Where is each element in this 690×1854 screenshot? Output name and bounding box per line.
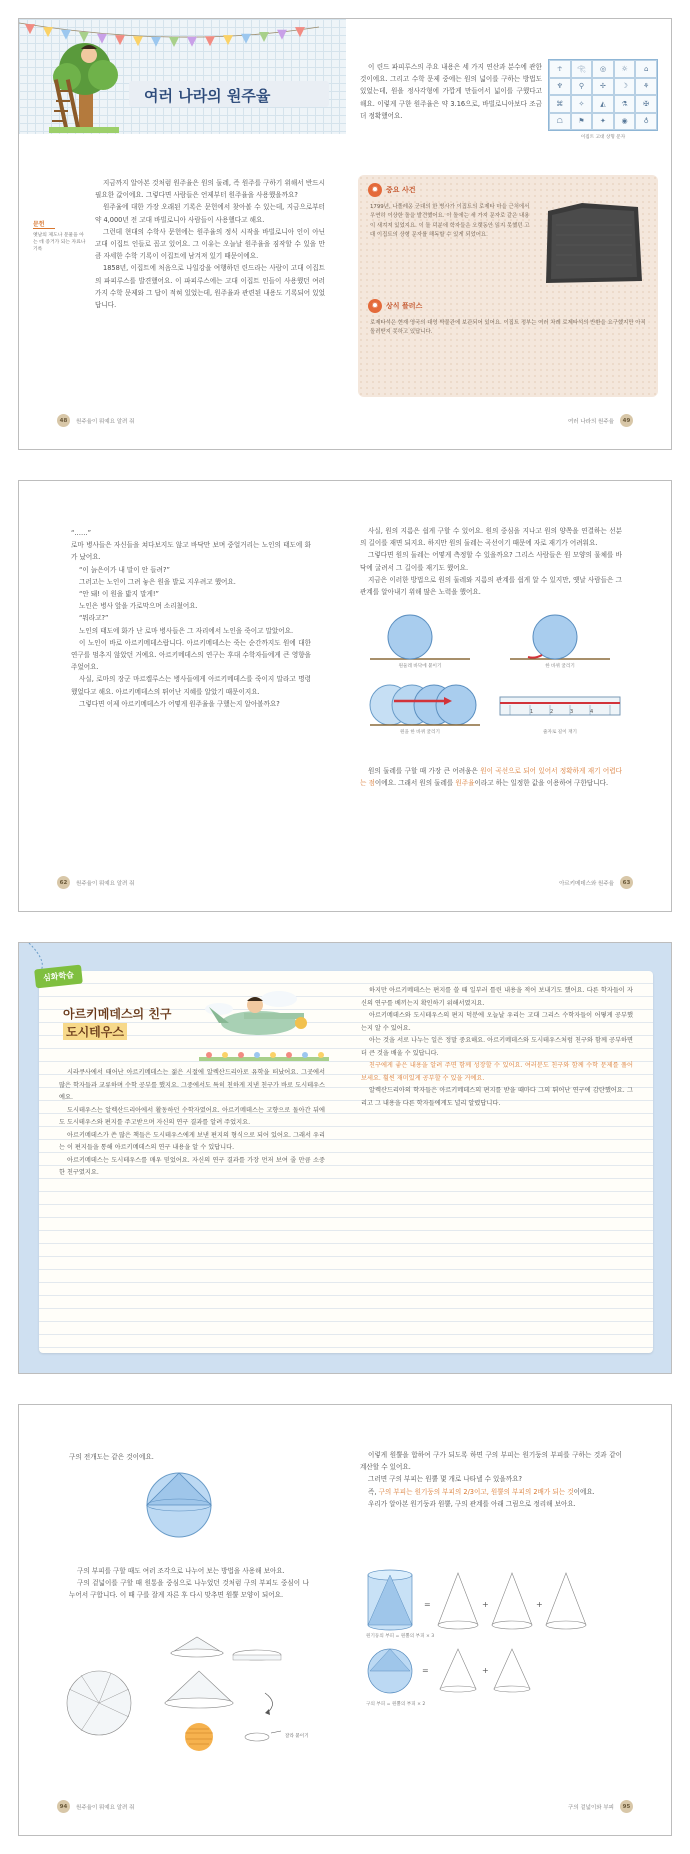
bunting-flag [25, 24, 35, 34]
sun-icon: ✹ [368, 183, 382, 197]
right-body-text [360, 525, 622, 598]
bunting-flag [241, 34, 251, 44]
footer-text: 원주율이 뭐예요 알려 줘 [76, 1804, 135, 1811]
page-number: 48 [57, 414, 70, 427]
text-span: 이라고 하는 일정한 값을 이용하여 구한답니다. [474, 779, 609, 788]
equals-sign: = [422, 1666, 429, 1675]
gloss-text: 옛날의 제도나 문물을 아는 데 증거가 되는 자료나 기록 [33, 233, 86, 252]
info-box [358, 175, 658, 397]
paragraph: 그렇다면 원의 둘레는 어떻게 측정할 수 있을까요? 그리스 사람들은 원 모양의 물체를 바닥에 굴려서 그 길이를 재기도 했어요. [360, 551, 622, 572]
airplane-pilot-illustration-icon [189, 979, 339, 1049]
bunting-flag [277, 30, 287, 40]
bunting-flag [151, 37, 161, 47]
flower-row-icon [199, 1047, 329, 1063]
footer-left [57, 414, 134, 427]
hieroglyph-cell: ✦ [592, 113, 614, 131]
paragraph: 하지만 아르키메데스는 편지를 쓸 때 일부러 틀린 내용을 적어 보내기도 했어요. 다른 학자들이 자신의 연구를 베끼는지 확인하기 위해서였지요. [361, 987, 633, 1007]
paragraph: 로마 병사들은 자신들을 쳐다보지도 않고 바닥만 보며 중얼거리는 노인의 태도에 화가 났어요. [71, 541, 311, 562]
footer-text: 여러 나라의 원주율 [567, 418, 614, 425]
page-95 [346, 1405, 672, 1835]
text-span: 즉, [368, 1487, 379, 1496]
paragraph: 구의 부피를 구할 때도 여러 조각으로 나누어 보는 방법을 사용해 보아요. [77, 1567, 285, 1575]
page-63 [346, 481, 672, 911]
ruler-mark: 3 [570, 709, 574, 715]
hieroglyph-cell: ⚘ [635, 78, 657, 96]
hieroglyph-cell: ◭ [592, 95, 614, 113]
paragraph: 지금은 이러한 방법으로 원의 둘레와 지름의 관계를 쉽게 알 수 있지만, 옛날 사람들은 그 관계를 알아내기 위해 많은 노력을 했어요. [360, 575, 622, 597]
paragraph: “뭐라고?” [79, 614, 109, 623]
formula-caption: 원기둥의 부피 = 원뿔의 부피 × 3 [366, 1634, 435, 1639]
hieroglyph-cell: ♆ [549, 78, 571, 96]
ruler-mark: 2 [550, 709, 554, 715]
page-number: 95 [620, 1800, 633, 1813]
bunting-flag [43, 27, 53, 37]
spread-4 [18, 1404, 672, 1836]
quote-text: 친구에게 좋은 내용을 알려 주면 함께 성장할 수 있어요. 여러분도 친구와 함께 수학 문제를 풀어 보세요. 훨씬 재미있게 공부할 수 있을 거예요. [361, 1062, 633, 1082]
hieroglyph-cell: ⚑ [571, 113, 593, 131]
paragraph: 그런데 현대의 수학사 문헌에는 원주율의 정식 시작을 바빌로니아 인이 아닌 고대 이집트 인들로 꼽고 있어요. 그 이유는 오늘날 원주율을 짐작할 수 있을 만큼 자세한 수학 기록이 이집트에 남겨져 있기 때문이에요. [95, 227, 325, 261]
right-body-text [360, 61, 542, 122]
paragraph: 이 노인이 바로 아르키메데스랍니다. 아르키메데스는 죽는 순간까지도 원에 대한 연구를 멈추지 않았던 거예요. 아르키메데스의 연구는 후대 수학자들에게 큰 영향을 주었어요. [71, 638, 311, 672]
slices-label: 잘라 붙이기 [285, 1734, 309, 1739]
hieroglyph-cell: ✧ [571, 95, 593, 113]
text-span: 이에요. [573, 1487, 595, 1496]
sphere-cone-figure-icon [139, 1469, 219, 1539]
bunting-flag [295, 27, 305, 37]
highlight-text: 구의 부피는 원기둥의 부피의 2/3이고, 원뿔의 부피의 2배가 되는 것 [378, 1487, 574, 1496]
paragraph: 아르키메데스와 도시테우스의 편지 덕분에 오늘날 우리는 고대 그리스 수학자들이 어떻게 공부했는지 알 수 있어요. [361, 1012, 633, 1032]
bunting-flag [133, 36, 143, 46]
paragraph: 원주율에 대한 가장 오래된 기록은 문헌에서 찾아볼 수 있는데, 지금으로부터 약 4,000년 전 고대 바빌로니아 사람들이 사용했다고 해요. [95, 203, 325, 224]
title-line-1: 아르키메데스의 친구 [63, 1007, 172, 1021]
box2-header [368, 299, 422, 313]
hieroglyph-cell: ◎ [592, 60, 614, 78]
spread-1 [18, 18, 672, 450]
box1-title: 중요 사건 [386, 186, 416, 194]
footer-text: 구의 겉넓이와 부피 [567, 1804, 614, 1811]
hieroglyph-cell: ☽ [614, 78, 636, 96]
hieroglyph-cell: ♁ [635, 113, 657, 131]
page-94 [19, 1405, 346, 1835]
footer-right [559, 876, 633, 889]
spread-2 [18, 480, 672, 912]
left-body-text [59, 1067, 325, 1180]
hieroglyph-cell: ✢ [592, 78, 614, 96]
page-number: 49 [620, 414, 633, 427]
paragraph: 도시테우스는 알렉산드리아에서 활동하던 수학자였어요. 아르키메데스는 고향으로 돌아간 뒤에도 도시테우스와 편지를 주고받으며 자신의 연구 결과를 알려 주었지요. [59, 1106, 325, 1126]
highlight-text: 원이 곡선으로 되어 있어서 정확하게 재기 어렵다는 점 [360, 767, 623, 788]
gloss-note [33, 219, 87, 253]
hieroglyph-cell: ⌂ [635, 60, 657, 78]
hieroglyph-cell: ⚗ [614, 95, 636, 113]
hieroglyph-grid-icon [548, 59, 658, 131]
page-number: 62 [57, 876, 70, 889]
box2-title: 상식 플러스 [386, 302, 423, 310]
paragraph: 그렇다면 이제 아르키메데스가 어떻게 원주율을 구했는지 알아볼까요? [79, 699, 280, 708]
footer-text: 아르키메데스와 원주율 [559, 880, 614, 887]
left-body-text [69, 1565, 309, 1602]
figure-caption: 이집트 고대 상형 문자 [580, 135, 626, 140]
equals-sign: = [424, 1600, 431, 1609]
caption: 원둘레 바닥에 붙이기 [398, 664, 442, 669]
section-tab: 심화학습 [34, 965, 83, 989]
paragraph: 이렇게 원뿔을 합하여 구가 되도록 하면 구의 부피는 원기둥의 부피를 구하는 것과 같이 계산할 수 있어요. [360, 1451, 622, 1472]
bunting-flag [187, 37, 197, 47]
page-number: 63 [620, 876, 633, 889]
footer-right [568, 1800, 633, 1813]
hieroglyph-cell: ☖ [549, 113, 571, 131]
left-body-text [95, 177, 325, 311]
bunting-flag [169, 37, 179, 47]
right-body-text [360, 1449, 622, 1510]
bunting-flag [259, 32, 269, 42]
right-body-text [361, 985, 633, 1110]
highlight-text: 원주율 [455, 779, 475, 788]
page-title: 여러 나라의 원주율 [144, 87, 271, 105]
bunting-flag [205, 36, 215, 46]
ruler-mark: 1 [530, 709, 534, 715]
volume-comparison-figure [360, 1561, 650, 1701]
hieroglyph-cell: ☥ [549, 60, 571, 78]
paragraph: 우리가 알아본 원기둥과 원뿔, 구의 관계를 아래 그림으로 정리해 보아요. [368, 1499, 576, 1508]
paragraph: 노인의 태도에 화가 난 로마 병사들은 그 자리에서 노인을 죽이고 말았어요. [79, 626, 294, 635]
sun-icon: ✹ [368, 299, 382, 313]
box2-text: 로제타석은 현재 영국의 대영 박물관에 보관되어 있어요. 이집트 정부는 여러 차례 로제타석의 반환을 요구했지만 아직 돌려받지 못하고 있답니다. [370, 320, 646, 336]
ruler-mark: 4 [590, 709, 594, 715]
left-intro-text [69, 1451, 309, 1463]
paragraph: 구의 겉넓이를 구할 때 원통을 중심으로 나누었던 것처럼 구의 부피도 중심이 나누어서 구합니다. 이 때 구를 잘게 자른 후 다시 맞추면 원뿔 모양이 되어요. [69, 1579, 309, 1600]
paragraph: 노인은 병사 앞을 가로막으며 소리쳤어요. [79, 602, 198, 611]
paragraph: 그러고는 노인이 그려 놓은 원을 발로 지우려고 했어요. [79, 577, 236, 586]
text-span: 이에요. 그래서 원의 둘레를 [374, 779, 456, 788]
paragraph: 사실, 원의 지름은 쉽게 구할 수 있어요. 원의 중심을 지나고 원의 양쪽을 연결하는 선분의 길이를 재면 되지요. 하지만 원의 둘레는 곡선이기 때문에 자로 재기가 어려워요. [360, 527, 622, 548]
paragraph: “안 돼! 이 원을 밟지 말게!” [79, 590, 159, 599]
spread-3 [18, 942, 672, 1374]
paragraph: “이 늙은이가 내 말이 안 들려?” [79, 565, 170, 574]
plus-sign: + [536, 1600, 543, 1609]
hieroglyph-cell: ⚲ [571, 78, 593, 96]
hieroglyph-cell: ⌘ [549, 95, 571, 113]
plus-sign: + [482, 1666, 489, 1675]
paragraph: 아르키메데스가 쓴 많은 책들은 도시테우스에게 보낸 편지의 형식으로 되어 있어요. 그래서 우리는 이 편지들을 통해 아르키메데스의 연구 내용을 알 수 있답니다. [59, 1131, 325, 1151]
paragraph: 사실, 로마의 장군 마르켈루스는 병사들에게 아르키메데스를 죽이지 말라고 명령했었다고 해요. 아르키메데스의 뛰어난 지혜를 알았기 때문이지요. [71, 675, 311, 696]
gloss-head: 문헌 [33, 219, 55, 229]
formula-caption: 구의 부피 = 원뿔의 부피 × 2 [366, 1702, 426, 1707]
footer-right [568, 414, 633, 427]
hieroglyph-cell: ◉ [614, 113, 636, 131]
right-body-text-2 [360, 765, 622, 789]
hieroglyph-cell: ☼ [614, 60, 636, 78]
page-62 [19, 481, 346, 911]
paragraph: 지금까지 알아본 것처럼 원주율은 원의 둘레, 즉 원주를 구하기 위해서 반드시 필요한 값이에요. 그렇다면 사람들은 언제부터 원주율을 사용했을까요? [95, 179, 325, 200]
paragraph: 구의 전개도는 같은 것이에요. [69, 1453, 154, 1461]
bunting-flag [223, 35, 233, 45]
footer-text: 원주율이 뭐예요 알려 줘 [76, 418, 135, 425]
paragraph: 시라쿠사에서 태어난 아르키메데스는 젊은 시절에 알렉산드리아로 유학을 떠났어요. 그곳에서 많은 학자들과 교류하며 수학 공부를 했지요. 그중에서도 특히 친하게 지낸 친구가 바로 도시테우스예요. [59, 1069, 325, 1101]
page-number: 94 [57, 1800, 70, 1813]
paragraph: 이 린드 파피루스의 주요 내용은 세 가지 연산과 분수에 관한 것이에요. 그리고 수학 문제 중에는 원의 넓이를 구하는 방법도 있었는데, 원을 정사각형에 가깝게 만들어서 넓이를 구했다고 해요. 이렇게 구한 원주율은 약 3.16으로, 바빌로니아보다 조금 더 정확했어요. [360, 63, 542, 120]
text-span: 원의 둘레를 구할 때 가장 큰 어려움은 [368, 767, 481, 775]
title-line-2: 도시테우스 [63, 1023, 127, 1040]
hieroglyph-cell: 𓂀 [571, 60, 593, 78]
rolling-circle-figure [360, 607, 630, 747]
page-49 [346, 19, 672, 449]
paragraph: 아르키메데스는 도시테우스를 매우 믿었어요. 자신의 연구 결과를 가장 먼저 보여 줄 만큼 소중한 친구였지요. [59, 1156, 325, 1176]
left-body-text [71, 527, 311, 710]
box1-text: 1799년, 나폴레옹 군대의 한 병사가 이집트의 로제타 마을 근처에서 우연히 이상한 돌을 발견했어요. 이 돌에는 세 가지 문자로 같은 내용이 새겨져 있었지요. 이 돌 덕분에 학자들은 오랫동안 읽지 못했던 고대 이집트의 상형 문자를 해독할 수 있게 되었어요. [370, 204, 530, 239]
caption: 원을 한 바퀴 굴리기 [400, 730, 440, 735]
paragraph: 1858년, 이집트에 처음으로 나일강을 여행하던 린드라는 사람이 고대 이집트의 파피루스를 발견했어요. 이 파피루스에는 고대 이집트 인들이 사용했던 여러 가지 수학 문제와 그 답이 적혀 있었는데, 원주율과 관련된 내용도 기록되어 있었답니다. [95, 264, 325, 310]
caption: 한 바퀴 굴리기 [545, 664, 575, 669]
paragraph: 그러면 구의 부피는 원뿔 몇 개로 나타낼 수 있을까요? [368, 1475, 523, 1484]
caption: 줄자로 길이 재기 [543, 730, 577, 735]
hieroglyph-cell: ✠ [635, 95, 657, 113]
footer-text: 원주율이 뭐예요 알려 줘 [76, 880, 135, 887]
footer-left [57, 876, 134, 889]
paragraph: 아는 것을 서로 나누는 일은 정말 중요해요. 아르키메데스와 도시테우스처럼 친구와 함께 공부하면 더 큰 것을 배울 수 있답니다. [361, 1037, 633, 1057]
box1-header [368, 183, 416, 197]
paragraph: “……” [71, 529, 92, 537]
page-48 [19, 19, 346, 449]
rosetta-stone-photo-icon [542, 201, 646, 285]
tree-boy-illustration-icon [49, 39, 119, 134]
paragraph: 알렉산드리아의 학자들은 아르키메데스의 편지를 받을 때마다 그의 뛰어난 연구에 감탄했어요. 그리고 그 내용을 다른 학자들에게도 널리 알렸답니다. [361, 1087, 633, 1107]
footer-left [57, 1800, 134, 1813]
plus-sign: + [482, 1600, 489, 1609]
